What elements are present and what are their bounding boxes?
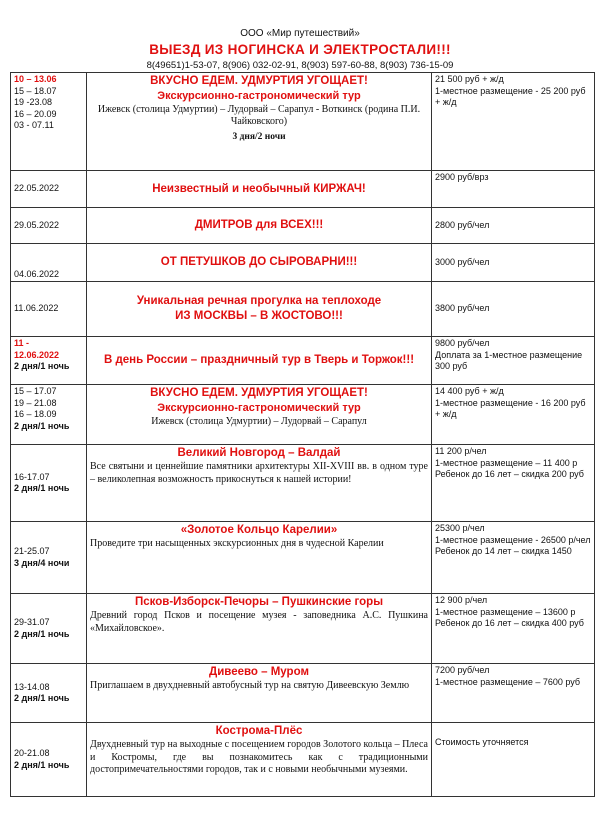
date-line: 03 - 07.11 <box>14 120 54 130</box>
tour-title: Неизвестный и необычный КИРЖАЧ! <box>152 182 366 195</box>
tour-cell <box>87 594 432 664</box>
tour-duration: 2 дня/1 ночь <box>14 361 70 371</box>
table-row <box>11 445 595 522</box>
price-line: 7200 руб/чел <box>435 665 490 675</box>
price-cell <box>432 594 595 664</box>
tour-cell <box>87 723 432 797</box>
tour-title: «Золотое Кольцо Карелии» <box>180 524 338 536</box>
tour-description: Все святыни и ценнейшие памятники архитектуры XII-XVIII вв. в одном туре – великолепная возможность прикоснуться к нашей истории! <box>90 461 428 485</box>
date-line: 10 – 13.06 <box>14 74 57 84</box>
price-cell <box>432 385 595 445</box>
price-line: 2800 руб/чел <box>435 219 490 230</box>
date-line: 16 – 18.09 <box>14 409 57 419</box>
table-row <box>11 594 595 664</box>
price-line: 11 200 р/чел <box>435 446 487 456</box>
tour-title: Дивеево – Муром <box>209 666 309 678</box>
tour-description: Приглашаем в двухдневный автобусный тур на святую Дивеевскую Землю <box>90 680 410 691</box>
headline: ВЫЕЗД ИЗ НОГИНСКА И ЭЛЕКТРОСТАЛИ!!! <box>149 42 451 57</box>
price-line: Стоимость уточняется <box>435 737 529 747</box>
tour-duration: 2 дня/1 ночь <box>14 420 70 431</box>
tour-title: Кострома-Плёс <box>215 725 303 737</box>
table-row <box>11 208 595 244</box>
price-line: 1-местное размещение – 7600 руб <box>435 676 581 687</box>
tour-route: Ижевск (столица Удмуртии) – Лудорвай – Сарапул - Воткинск (родина П.И. Чайковского) <box>97 104 421 127</box>
tour-cell <box>87 445 432 522</box>
date-line: 11 - <box>14 338 30 348</box>
dates-cell <box>11 664 87 723</box>
tour-title: ВКУСНО ЕДЕМ. УДМУРТИЯ УГОЩАЕТ! <box>150 75 368 87</box>
price-line: 3000 руб/чел <box>435 256 490 267</box>
date-line: 12.06.2022 <box>14 349 60 360</box>
tour-duration: 2 дня/1 ночь <box>14 693 70 703</box>
price-line: 14 400 руб + ж/д <box>435 386 504 396</box>
tour-cell <box>87 171 432 208</box>
date-line: 15 – 17.07 <box>14 386 57 396</box>
price-line: 25300 р/чел <box>435 523 485 533</box>
price-line: Ребенок до 16 лет – скидка 400 руб <box>435 618 584 628</box>
price-line: 1-местное размещение – 11 400 р <box>435 457 578 468</box>
date-line: 29.05.2022 <box>14 219 60 230</box>
table-row <box>11 337 595 385</box>
tour-cell <box>87 664 432 723</box>
price-line: Ребенок до 14 лет – скидка 1450 <box>435 546 572 556</box>
tour-cell <box>87 282 432 337</box>
dates-cell <box>11 445 87 522</box>
tour-duration: 3 дня/4 ночи <box>14 557 70 568</box>
dates-cell <box>11 385 87 445</box>
table-row <box>11 522 595 594</box>
price-line: 1-местное размещение - 25 200 руб + ж/д <box>435 85 586 107</box>
price-line: 3800 руб/чел <box>435 303 490 314</box>
dates-cell <box>11 337 87 385</box>
tour-subtitle: Экскурсионно-гастрономический тур <box>157 90 361 102</box>
date-line: 13-14.08 <box>14 681 50 692</box>
price-line: 21 500 руб + ж/д <box>435 74 504 84</box>
table-row <box>11 171 595 208</box>
price-cell <box>432 723 595 797</box>
dates-cell <box>11 522 87 594</box>
price-cell <box>432 445 595 522</box>
date-line: 16 – 20.09 <box>14 108 57 119</box>
tours-table <box>10 72 595 797</box>
tour-description: Проведите три насыщенных экскурсионных дня в чудесной Карелии <box>90 538 384 549</box>
tour-cell <box>87 244 432 282</box>
price-line: Ребенок до 16 лет – скидка 200 руб <box>435 469 584 479</box>
price-line: 1-местное размещение – 13600 р <box>435 606 576 617</box>
dates-cell <box>11 282 87 337</box>
tour-title: ВКУСНО ЕДЕМ. УДМУРТИЯ УГОЩАЕТ! <box>150 387 368 399</box>
tour-route: Ижевск (столица Удмуртии) – Лудорвай – Сарапул <box>151 416 367 427</box>
tour-cell <box>87 337 432 385</box>
date-line: 04.06.2022 <box>14 268 60 279</box>
tour-description: Двухдневный тур на выходные с посещением городов Золотого кольца – Плеса и Костромы, где вы познакомитесь как с традиционными достопримечательностями городов, так и с новыми необычными музеями. <box>90 739 428 775</box>
tour-duration: 2 дня/1 ночь <box>14 483 70 493</box>
price-cell <box>432 171 595 208</box>
tour-cell <box>87 385 432 445</box>
price-cell <box>432 73 595 171</box>
table-row <box>11 664 595 723</box>
price-cell <box>432 208 595 244</box>
price-cell <box>432 664 595 723</box>
date-line: 16-17.07 <box>14 471 50 482</box>
tour-subtitle: Экскурсионно-гастрономический тур <box>157 402 361 414</box>
tour-duration: 3 дня/2 ночи <box>232 132 286 142</box>
tour-description: Древний город Псков и посещение музея - заповедника А.С. Пушкина «Михайловское». <box>90 610 428 634</box>
tour-title: ОТ ПЕТУШКОВ ДО СЫРОВАРНИ!!! <box>160 256 358 268</box>
table-row <box>11 244 595 282</box>
price-cell <box>432 244 595 282</box>
date-line: 20-21.08 <box>14 748 50 758</box>
price-line: 2900 руб/врз <box>435 172 489 182</box>
phone-numbers: 8(49651)1-53-07, 8(906) 032-02-91, 8(903) 597-60-88, 8(903) 736-15-09 <box>146 60 454 71</box>
date-line: 19 -23.08 <box>14 97 53 107</box>
price-cell <box>432 337 595 385</box>
date-line: 19 – 21.08 <box>14 397 57 408</box>
date-line: 15 – 18.07 <box>14 85 57 96</box>
dates-cell <box>11 171 87 208</box>
table-row <box>11 282 595 337</box>
dates-cell <box>11 594 87 664</box>
tour-title: Великий Новгород – Валдай <box>177 447 341 459</box>
price-cell <box>432 282 595 337</box>
dates-cell <box>11 208 87 244</box>
tour-duration: 2 дня/1 ночь <box>14 628 70 639</box>
tour-cell <box>87 208 432 244</box>
tour-title: ИЗ МОСКВЫ – В ЖОСТОВО!!! <box>175 310 343 322</box>
price-line: Доплата за 1-местное размещение 300 руб <box>435 349 583 371</box>
price-line: 9800 руб/чел <box>435 338 490 348</box>
price-line: 12 900 р/чел <box>435 595 488 605</box>
dates-cell <box>11 73 87 171</box>
tour-title: В день России – праздничный тур в Тверь и Торжок!!! <box>103 354 415 366</box>
date-line: 29-31.07 <box>14 617 50 627</box>
table-row <box>11 385 595 445</box>
date-line: 22.05.2022 <box>14 183 60 194</box>
price-line: 1-местное размещение - 16 200 руб + ж/д <box>435 397 586 419</box>
dates-cell <box>11 244 87 282</box>
date-line: 21-25.07 <box>14 546 50 556</box>
price-cell <box>432 522 595 594</box>
tour-title: Псков-Изборск-Печоры – Пушкинские горы <box>134 596 384 608</box>
price-line: 1-местное размещение - 26500 р/чел <box>435 534 591 545</box>
company-name: ООО «Мир путешествий» <box>240 28 360 39</box>
date-line: 11.06.2022 <box>14 303 59 314</box>
table-row <box>11 723 595 797</box>
tour-cell <box>87 522 432 594</box>
tour-duration: 2 дня/1 ночь <box>14 759 70 770</box>
tour-title: ДМИТРОВ для ВСЕХ!!! <box>194 219 324 231</box>
dates-cell <box>11 723 87 797</box>
table-row <box>11 73 595 171</box>
tour-cell <box>87 73 432 171</box>
tour-title: Уникальная речная прогулка на теплоходе <box>136 295 382 307</box>
